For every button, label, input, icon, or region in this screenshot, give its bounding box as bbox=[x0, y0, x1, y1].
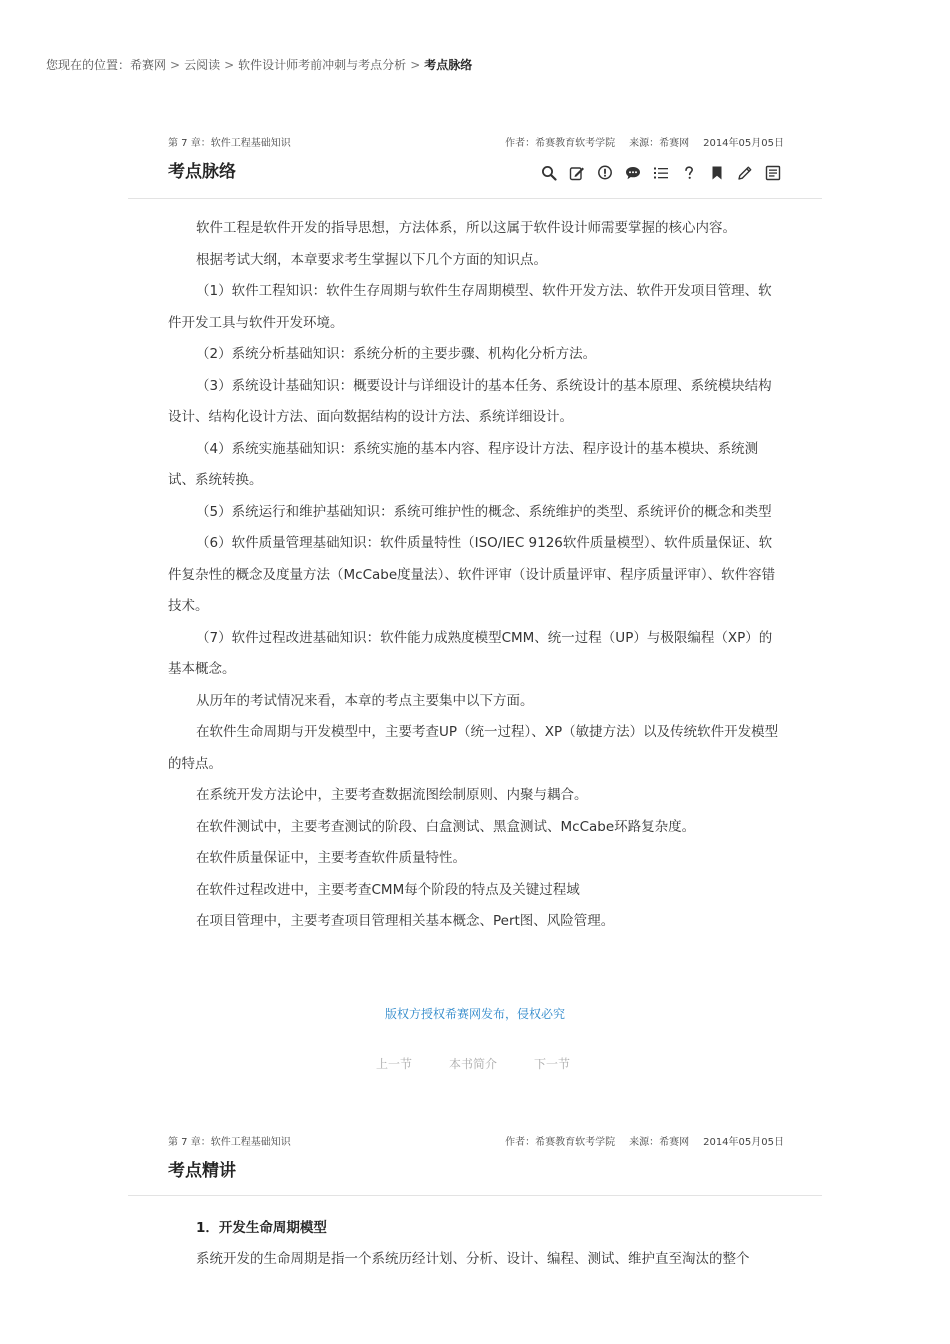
book-intro-link[interactable]: 本书简介 bbox=[449, 1057, 498, 1071]
bookmark-button[interactable] bbox=[708, 163, 726, 183]
paragraph: 从历年的考试情况来看，本章的考点主要集中以下方面。 bbox=[196, 692, 534, 709]
breadcrumb-current: 考点脉络 bbox=[424, 58, 473, 72]
section1-meta bbox=[168, 134, 784, 148]
notes-button[interactable] bbox=[764, 163, 782, 183]
paragraph: （4）系统实施基础知识：系统实施的基本内容、程序设计方法、程序设计的基本模块、系统测试、系统转换。 bbox=[168, 440, 759, 488]
prev-section-link[interactable]: 上一节 bbox=[376, 1057, 413, 1071]
comment-button[interactable] bbox=[624, 163, 642, 183]
paragraph: 软件工程是软件开发的指导思想，方法体系，所以这属于软件设计师需要掌握的核心内容。 bbox=[196, 220, 736, 236]
contents-list-button[interactable] bbox=[652, 163, 670, 183]
source-label: 来源：希赛网 bbox=[629, 138, 690, 149]
section2-meta bbox=[168, 1133, 784, 1147]
breadcrumb bbox=[46, 56, 472, 73]
source-label: 来源：希赛网 bbox=[629, 1137, 690, 1148]
breadcrumb-separator: > bbox=[410, 58, 421, 72]
note-edit-button[interactable] bbox=[568, 163, 586, 183]
breadcrumb-separator: > bbox=[170, 58, 181, 72]
author-label: 作者：希赛教育软考学院 bbox=[505, 138, 616, 149]
author-label: 作者：希赛教育软考学院 bbox=[505, 1137, 616, 1148]
paragraph: 系统开发的生命周期是指一个系统历经计划、分析、设计、编程、测试、维护直至淘汰的整个 bbox=[196, 1251, 750, 1267]
paragraph: 在软件过程改进中，主要考查CMM每个阶段的特点及关键过程域 bbox=[196, 881, 580, 898]
article-info bbox=[491, 1133, 784, 1148]
paragraph: 在系统开发方法论中，主要考查数据流图绘制原则、内聚与耦合。 bbox=[196, 787, 588, 803]
chapter-label: 第 7 章：软件工程基础知识 bbox=[168, 138, 291, 149]
chapter-label: 第 7 章：软件工程基础知识 bbox=[168, 1137, 291, 1148]
paragraph: （5）系统运行和维护基础知识：系统可维护性的概念、系统维护的类型、系统评价的概念和类型 bbox=[196, 503, 772, 520]
notes-icon bbox=[765, 165, 781, 181]
paragraph: 在软件生命周期与开发模型中，主要考查UP（统一过程）、XP（敏捷方法）以及传统软件开发模型的特点。 bbox=[168, 724, 779, 772]
breadcrumb-link-cloud-reading[interactable]: 云阅读 bbox=[184, 58, 221, 72]
search-button[interactable] bbox=[540, 163, 558, 183]
pencil-icon bbox=[737, 165, 753, 181]
reader-toolbar bbox=[540, 163, 782, 185]
breadcrumb-separator: > bbox=[224, 58, 235, 72]
paragraph: （6）软件质量管理基础知识：软件质量特性（ISO/IEC 9126软件质量模型）、软件质量保证、软件复杂性的概念及度量方法（McCabe度量法）、软件评审（设计质量评审、程序质量评审）、软件容错技术。 bbox=[168, 535, 776, 614]
breadcrumb-link-home[interactable]: 希赛网 bbox=[130, 58, 167, 72]
error-report-button[interactable] bbox=[596, 163, 614, 183]
paragraph: （1）软件工程知识：软件生存周期与软件生存周期模型、软件开发方法、软件开发项目管理、软件开发工具与软件开发环境。 bbox=[168, 283, 772, 331]
paragraph: （7）软件过程改进基础知识：软件能力成熟度模型CMM、统一过程（UP）与极限编程（XP）的基本概念。 bbox=[168, 629, 773, 677]
help-icon bbox=[681, 165, 697, 181]
bookmark-icon bbox=[709, 165, 725, 181]
header-divider bbox=[128, 198, 822, 199]
paragraph: 根据考试大纲，本章要求考生掌握以下几个方面的知识点。 bbox=[196, 251, 547, 268]
subheading: 1．开发生命周期模型 bbox=[196, 1220, 327, 1236]
paragraph: （3）系统设计基础知识：概要设计与详细设计的基本任务、系统设计的基本原理、系统模块结构设计、结构化设计方法、面向数据结构的设计方法、系统详细设计。 bbox=[168, 377, 772, 425]
header-divider bbox=[128, 1195, 822, 1196]
breadcrumb-prefix: 您现在的位置： bbox=[46, 58, 131, 72]
article-body bbox=[168, 213, 784, 938]
copyright-notice: 版权方授权希赛网发布，侵权必究 bbox=[384, 1007, 565, 1021]
paragraph: 在软件质量保证中，主要考查软件质量特性。 bbox=[196, 850, 466, 866]
paragraph: 在软件测试中，主要考查测试的阶段、白盒测试、黑盒测试、McCabe环路复杂度。 bbox=[196, 818, 696, 835]
error-report-icon bbox=[597, 165, 613, 181]
list-icon bbox=[653, 165, 669, 181]
pencil-button[interactable] bbox=[736, 163, 754, 183]
paragraph: （2）系统分析基础知识：系统分析的主要步骤、机构化分析方法。 bbox=[196, 346, 597, 362]
page-title: 考点脉络 bbox=[168, 162, 236, 182]
article-info bbox=[491, 134, 784, 149]
help-button[interactable] bbox=[680, 163, 698, 183]
section-title: 考点精讲 bbox=[168, 1161, 236, 1181]
next-section-link[interactable]: 下一节 bbox=[534, 1057, 571, 1071]
date-label: 2014年05月05日 bbox=[703, 1137, 784, 1148]
breadcrumb-link-book[interactable]: 软件设计师考前冲刺与考点分析 bbox=[238, 58, 407, 72]
note-edit-icon bbox=[569, 165, 585, 181]
search-icon bbox=[541, 165, 557, 181]
date-label: 2014年05月05日 bbox=[703, 138, 784, 149]
comment-icon bbox=[625, 165, 641, 181]
paragraph: 在项目管理中，主要考查项目管理相关基本概念、Pert图、风险管理。 bbox=[196, 913, 615, 929]
